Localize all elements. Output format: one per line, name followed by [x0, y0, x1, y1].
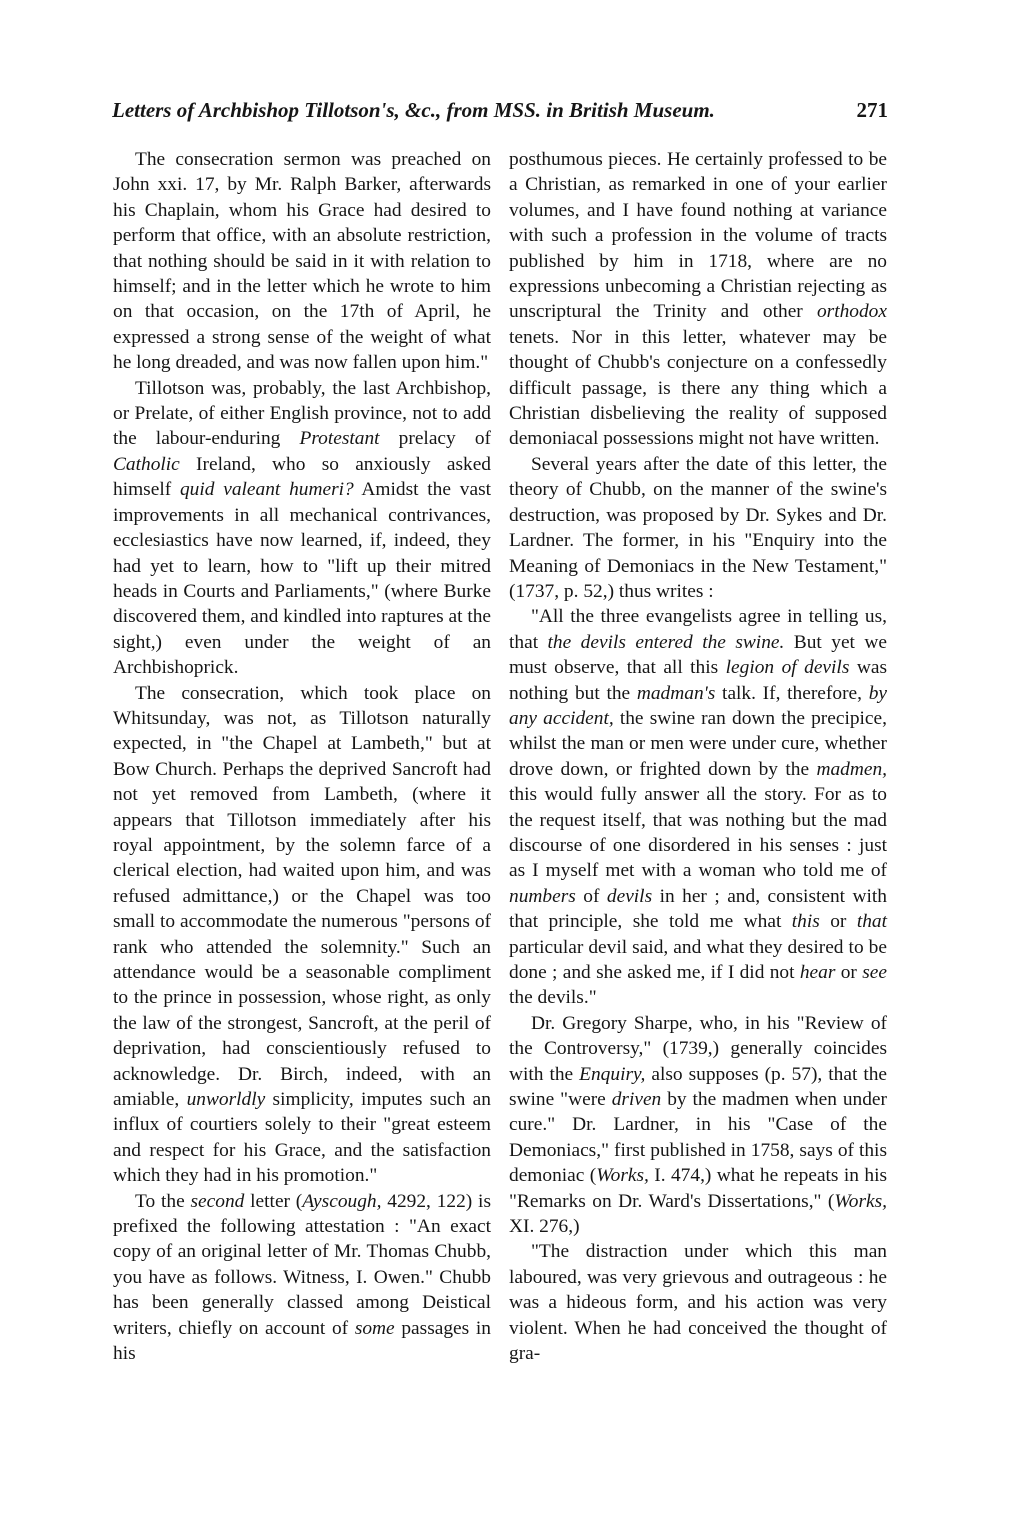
paragraph-sykes-lardner: Several years after the date of this letter, the theory of Chubb, on the manner of the swine's destruction, was proposed by Dr. Sykes and Dr. Lardner. The former, in his "Enquiry into the Meaning of Demoniacs in the New Testament," (1737, p. 52,) thus writes : — [509, 453, 887, 602]
paragraph-second-letter: To the second letter (Ayscough, 4292, 122) is prefixed the following attestation : "An exact copy of an original letter of Mr. Thomas Chubb, you have as follows. Witness, I. Owen." Chubb has been generally classed among Deistical writers, chiefly on account of some passages in his — [113, 1190, 491, 1365]
paragraph-consecration-sermon: The consecration sermon was preached on John xxi. 17, by Mr. Ralph Barker, afterwards his Chaplain, whom his Grace had desired to perform that office, with an absolute restriction, that nothing should be said in it with relation to himself; and in the letter which he wrote to him on that occasion, on the 17th of April, he expressed a strong sense of the weight of what he long dreaded, and was now fallen upon him." — [113, 149, 491, 374]
page-number: 271 — [856, 98, 888, 122]
paragraph-three-evangelists-quote: "All the three evangelists agree in telling us, that the devils entered the swine. But yet we must observe, that all this legion of devils was nothing but the madman's talk. If, therefore, by any accident, the swine ran down the precipice, whilst the man or men were under cure, whether drove down, or frighted down by the madmen, this would fully answer all the story. For as to the request itself, that was nothing but the mad discourse of one disordered in his senses : just as I myself met with a woman who told me of numbers of devils in her ; and, consistent with that principle, she told me what this or that particular devil said, and what they desired to be done ; and she asked me, if I did not hear or see the devils." — [509, 606, 888, 1009]
running-header — [112, 98, 888, 132]
paragraph-consecration-whitsunday: The consecration, which took place on Whitsunday, was not, as Tillotson naturally expected, in "the Chapel at Lambeth," but at Bow Church. Perhaps the deprived Sancroft had not yet removed from Lambeth, (where it appears that Tillotson immediately after his royal appointment, by the solemn farce of a clerical election, had waited upon him, and was refused admittance,) or the Chapel was too small to accommodate the numerous "persons of rank who attended the solemnity." Such an attendance would be a seasonable compliment to the prince in possession, whose right, as only the law of the strongest, Sancroft, at the peril of deprivation, had conscientiously refused to acknowledge. Dr. Birch, indeed, with an amiable, unworldly simplicity, imputes such an influx of courtiers solely to their "great esteem and respect for his Grace, and the satisfaction which they had in his promotion." — [113, 682, 491, 1187]
paragraph-tillotson-last-archbishop: Tillotson was, probably, the last Archbishop, or Prelate, of either English province, not to add the labour-enduring Protestant prelacy of Catholic Ireland, who so anxiously asked himself quid valeant humeri? Amidst the vast improvements in all mechanical contrivances, ecclesiastics have now learned, if, indeed, they had yet to learn, how to "lift up their mitred heads in Courts and Parliaments," (where Burke discovered them, and kindled into raptures at the sight,) even under the weight of an Archbishoprick. — [113, 377, 492, 679]
left-column — [113, 147, 491, 1367]
running-title: Letters of Archbishop Tillotson's, &c., from MSS. in British Museum. — [112, 98, 715, 122]
paragraph-distraction-quote: "The distraction under which this man laboured, was very grievous and outrageous : he was a hideous form, and his action was very violent. When he had conceived the thought of gra- — [509, 1241, 887, 1365]
right-column — [509, 147, 887, 1367]
paragraph-gregory-sharpe: Dr. Gregory Sharpe, who, in his "Review of the Controversy," (1739,) generally coincides with the Enquiry, also supposes (p. 57), that the swine "were driven by the madmen when under cure." Dr. Lardner, in his "Case of the Demoniacs," first published in 1758, says of this demoniac (Works, I. 474,) what he repeats in his "Remarks on Dr. Ward's Dissertations," (Works, XI. 276,) — [509, 1012, 888, 1238]
paragraph-posthumous-pieces: posthumous pieces. He certainly professed to be a Christian, as remarked in one of your earlier volumes, and I have found nothing at variance with such a profession in the volume of tracts published by him in 1718, where are no expressions unbecoming a Christian rejecting as unscriptural the Trinity and other orthodox tenets. Nor in this letter, whatever may be thought of Chubb's conjecture on a confessedly difficult passage, is there any thing which a Christian disbelieving the reality of supposed demoniacal possessions might not have written. — [509, 149, 887, 450]
